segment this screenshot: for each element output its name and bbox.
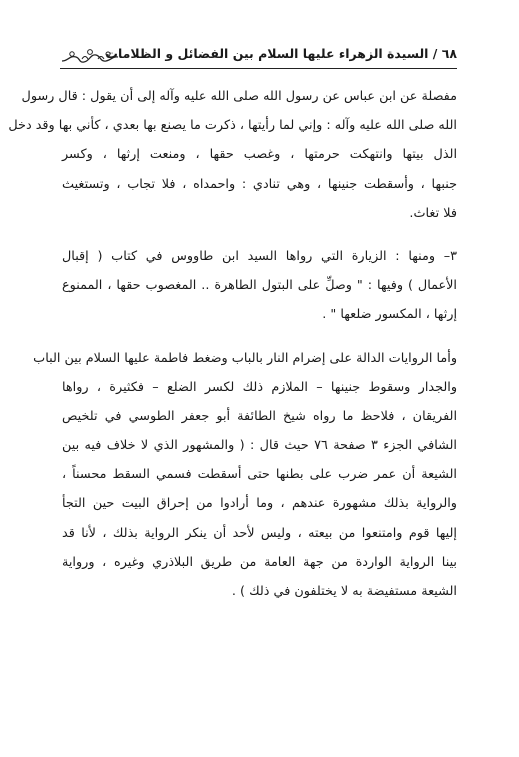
text-line: الذل بيتها وانتهكت حرمتها ، وغصب حقها ، ومنعت إرثها ، وكسر [62,147,457,163]
text-line: الشيعة أن عمر ضرب على بطنها حتى أسقطت فسمي السقط محسناً ، [62,467,457,483]
paragraph-gap [62,330,457,344]
text-line: والرواية بذلك مشهورة عندهم ، وما أرادوا من إحراق البيت حين التجأ [62,496,457,512]
page-header [60,44,457,72]
floral-ornament-icon [60,48,120,66]
text-line: والجدار وسقوط جنينها – الملازم ذلك لكسر الضلع – فكثيرة ، رواها [62,379,457,395]
text-line: جنبها ، وأسقطت جنينها ، وهي تنادي : واحمداه ، فلا تجاب ، وتستغيث [62,176,457,192]
text-line: بينا الرواية الواردة من جهة العامة من طريق البلاذري وغيره ، ورواية [62,554,457,570]
text-line: الشافي الجزء ٣ صفحة ٧٦ حيث قال : ( والمشهور الذي لا خلاف فيه بين [62,438,457,454]
text-line: الفريقان ، فلاحظ ما رواه شيخ الطائفة أبو جعفر الطوسي في تلخيص [62,408,457,424]
paragraph-gap [62,228,457,242]
text-line: إرثها ، المكسور ضلعها " . [322,307,457,323]
page-body [8,82,457,606]
text-line: الشيعة مستفيضة به لا يختلفون في ذلك ) . [231,584,457,599]
running-title: ٦٨ / السيدة الزهراء عليها السلام بين الفضائل و الظلامات [105,46,457,61]
text-line: مفصلة عن ابن عباس عن رسول الله صلى الله عليه وآله إلى أن يقول : قال رسول [21,89,457,104]
text-line: الله صلى الله عليه وآله : وإني لما رأيتها ، ذكرت ما يصنع بها بعدي ، كأني بها وقد دخل [8,118,457,134]
paragraph [62,242,457,330]
header-rule [60,68,457,69]
text-line: ٣– ومنها : الزيارة التي رواها السيد ابن طاووس في كتاب ( إقبال [62,248,457,264]
text-line: إليها قوم وامتنعوا من بيعته ، وليس لأحد أن ينكر الرواية بذلك ، لأنا قد [62,525,457,541]
text-line: وأما الروايات الدالة على إضرام النار بالباب وضغط فاطمة عليها السلام بين الباب [33,350,457,366]
paragraph [33,344,457,607]
text-line: الأعمال ) وفيها : " وصلِّ على البتول الطاهرة .. المغصوب حقها ، الممنوع [62,278,457,294]
text-line: فلا تغاث. [409,205,457,221]
paragraph [8,82,457,228]
